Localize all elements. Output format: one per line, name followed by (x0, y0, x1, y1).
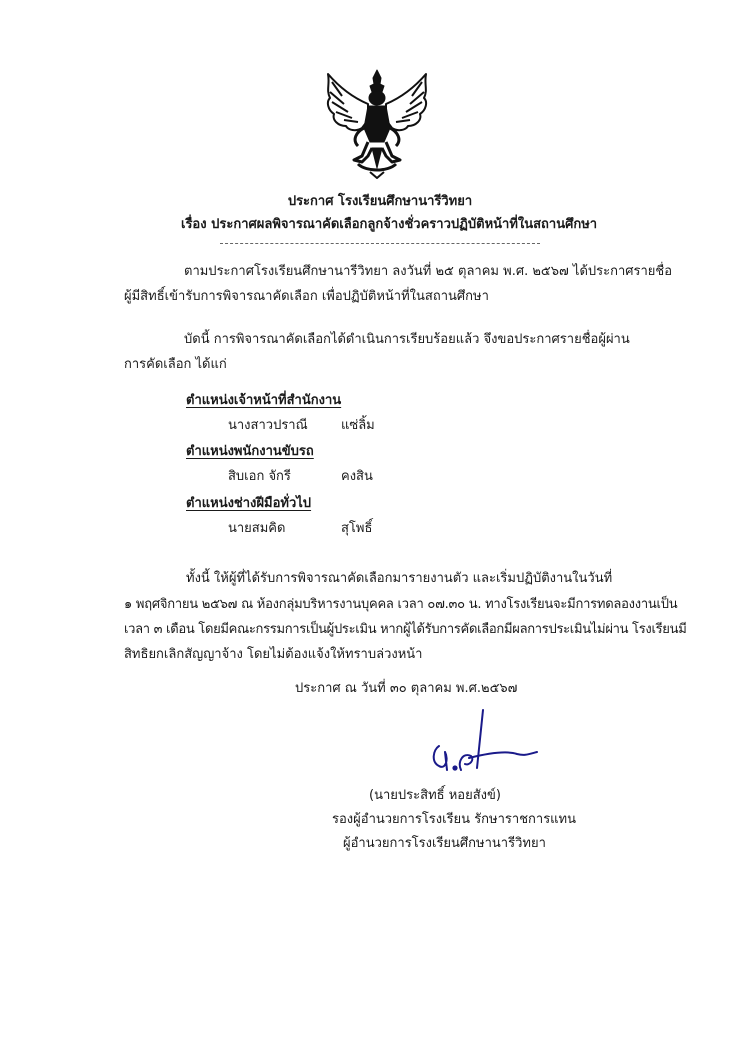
divider (220, 243, 540, 244)
paragraph-1-line-2: ผู้มีสิทธิ์เข้ารับการพิจารณาคัดเลือก เพื่อปฏิบัติหน้าที่ในสถานศึกษา (124, 289, 489, 304)
handwritten-signature (425, 706, 543, 784)
position-title-driver: ตำแหน่งพนักงานขับรถ (186, 444, 314, 459)
paragraph-3-line-4: สิทธิยกเลิกสัญญาจ้าง โดยไม่ต้องแจ้งให้ทราบล่วงหน้า (124, 647, 423, 662)
paragraph-3-line-3: เวลา ๓ เดือน โดยมีคณะกรรมการเป็นผู้ประเมิน หากผู้ได้รับการคัดเลือกมีผลการประเมินไม่ผ่าน โรงเรียนมี (124, 622, 687, 637)
paragraph-3-line-2: ๑ พฤศจิกายน ๒๕๖๗ ณ ห้องกลุ่มบริหารงานบุคคล เวลา ๐๗.๓๐ น. ทางโรงเรียนจะมีการทดลองงานเป็น (124, 597, 678, 612)
paragraph-2-line-1: บัดนี้ การพิจารณาคัดเลือกได้ดำเนินการเรียบร้อยแล้ว จึงขอประกาศรายชื่อผู้ผ่าน (184, 332, 630, 347)
signer-name: (นายประสิทธิ์ หอยสังข์) (369, 788, 501, 803)
candidate-last-name: คงสิน (341, 469, 373, 484)
position-title-technician: ตำแหน่งช่างฝีมือทั่วไป (186, 496, 312, 511)
announcement-date: ประกาศ ณ วันที่ ๓๐ ตุลาคม พ.ศ.๒๕๖๗ (295, 681, 518, 696)
paragraph-2-line-2: การคัดเลือก ได้แก่ (124, 357, 227, 372)
candidate-last-name: แซ่ลิ้ม (341, 418, 375, 433)
announcement-subject: เรื่อง ประกาศผลพิจารณาคัดเลือกลูกจ้างชั่วคราวปฏิบัติหน้าที่ในสถานศึกษา (181, 217, 598, 232)
candidate-first-name: นางสาวปราณี (228, 418, 308, 433)
candidate-last-name: สุโพธิ์ (341, 521, 373, 536)
position-title-office-staff: ตำแหน่งเจ้าหน้าที่สำนักงาน (186, 393, 342, 408)
candidate-first-name: สิบเอก จักรี (228, 469, 291, 484)
announcement-title: ประกาศ โรงเรียนศึกษานารีวิทยา (287, 194, 473, 209)
paragraph-3-line-1: ทั้งนี้ ให้ผู้ที่ได้รับการพิจารณาคัดเลือกมารายงานตัว และเริ่มปฏิบัติงานในวันที่ (186, 571, 613, 586)
candidate-first-name: นายสมคิด (228, 521, 286, 536)
signer-role-director: ผู้อำนวยการโรงเรียนศึกษานารีวิทยา (343, 836, 546, 851)
signer-role-acting: รองผู้อำนวยการโรงเรียน รักษาราชการแทน (332, 812, 577, 827)
paragraph-1-line-1: ตามประกาศโรงเรียนศึกษานารีวิทยา ลงวันที่ ๒๕ ตุลาคม พ.ศ. ๒๕๖๗ ได้ประกาศรายชื่อ (184, 264, 673, 279)
garuda-emblem-icon (318, 68, 436, 180)
